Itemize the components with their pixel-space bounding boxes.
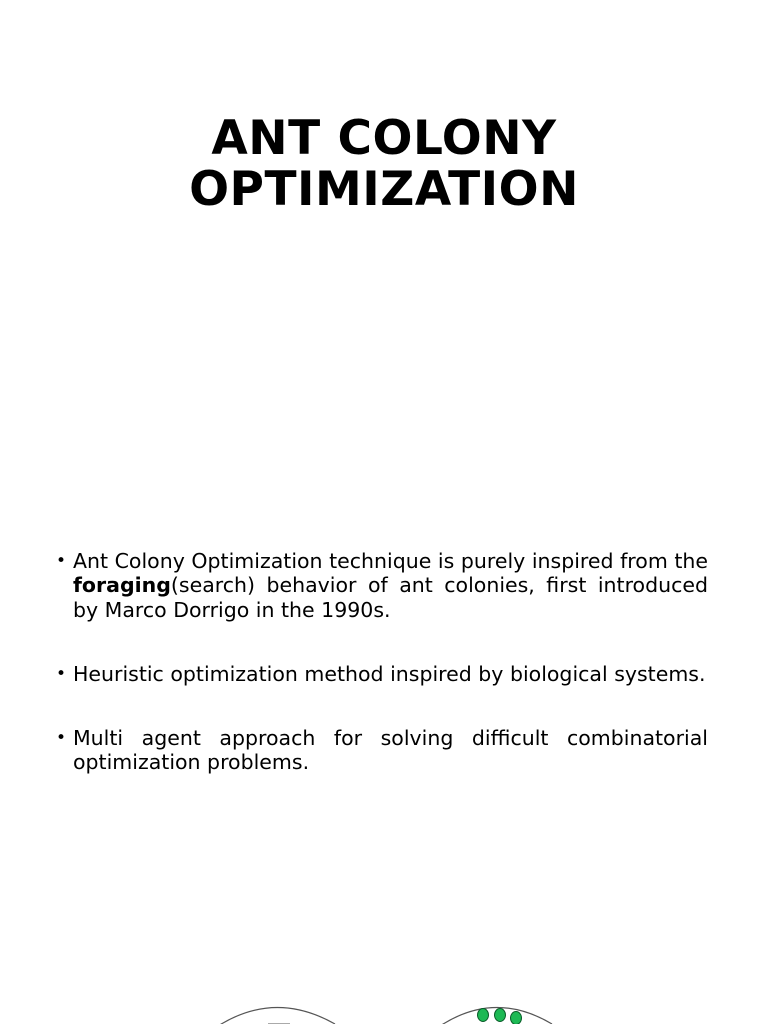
bullet-item [56, 549, 708, 622]
bullet-dot-icon: • [56, 663, 67, 684]
bullet-text: Multi agent approach for solving difficult combinatorial optimization problems. [73, 726, 708, 775]
bullet-dot-icon: • [56, 551, 67, 571]
title-line-2: OPTIMIZATION [189, 162, 579, 217]
bullet-text-start: Ant Colony Optimization technique is purely inspired from the [73, 549, 708, 573]
bullet-list [56, 549, 708, 815]
left-circle-outline [218, 1007, 335, 1024]
title-line-1: ANT COLONY [211, 111, 557, 166]
ant-colony-figure [0, 1000, 768, 1024]
ant-dot-icon [495, 1009, 506, 1022]
bullet-text-end: (search) behavior of ant colonies, first introduced by Marco Dorrigo in the 1990s. [73, 573, 708, 622]
bullet-text: Heuristic optimization method inspired by biological systems. [73, 661, 706, 686]
bullet-dot-icon: • [56, 728, 67, 749]
bullet-bold-term: foraging [73, 573, 171, 598]
ant-dot-icon [478, 1009, 489, 1022]
bullet-item [56, 726, 708, 775]
bullet-item [56, 662, 708, 686]
slide-title [0, 113, 768, 215]
ant-dot-icon [511, 1012, 522, 1024]
